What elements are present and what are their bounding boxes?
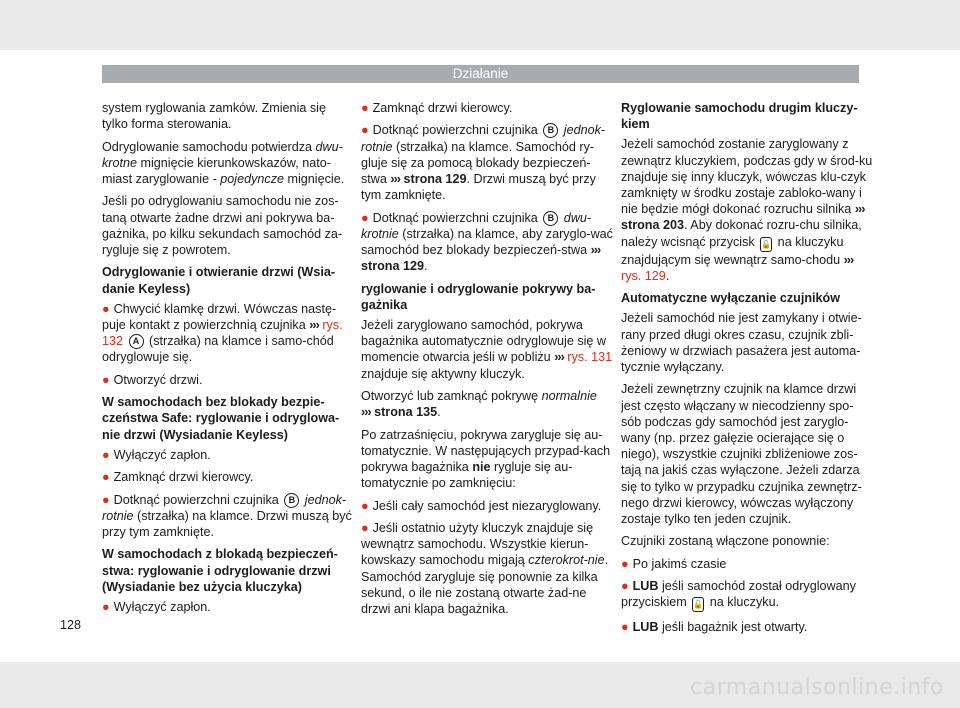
bold-text: nie [472, 460, 491, 474]
column-2 [361, 100, 613, 623]
text: (strzałka) na klamce. Drzwi muszą być przy tym zamknięte. [102, 508, 352, 539]
page-link[interactable]: strona 203 [621, 218, 684, 233]
bullet-item [361, 100, 613, 116]
text: Jeśli ostatnio użyty kluczyk znajduje się wewnątrz samochodu. Wszystkie kierun-kowskazy samochodu migają [361, 520, 594, 568]
label-b-circle-icon: B [543, 211, 558, 226]
bullet-icon: ● [361, 123, 369, 138]
text: jeśli samochód został odryglowany przyciskiem [621, 579, 856, 610]
text: (strzałka) na klamce i samo-chód odryglowuje się. [102, 334, 334, 365]
bullet-icon: ● [621, 556, 629, 571]
bullet-item [102, 372, 354, 388]
text: Odryglowanie samochodu potwierdza [102, 139, 316, 154]
text: (strzałka) na klamce. Samochód ry-gluje się za pomocą blokady bezpieczeń-stwa [361, 139, 595, 186]
bullet-icon: ● [102, 372, 110, 387]
reference-arrows-icon: ››› [361, 405, 371, 420]
section-header: Działanie [102, 65, 859, 83]
column-3 [621, 100, 873, 641]
italic-text: dwu-krotnie [361, 210, 592, 241]
bullet-item [102, 447, 354, 463]
page-link[interactable]: strona 129 [403, 172, 467, 186]
text: Wyłączyć zapłon. [113, 447, 211, 462]
text: Jeżeli samochód zostanie zaryglowany z zewnątrz kluczykiem, podczas gdy w środ-ku znajduje się inny kluczyk, wówczas klu-czyk zamknięty w środku zostaje zabloko-wany i nie będzie mógł dokonać rozruchu silnika [621, 137, 873, 217]
bullet-icon: ● [361, 520, 369, 535]
subheading: W samochodach bez blokady bezpie-czeństwa Safe: ryglowanie i odryglowa-nie drzwi (Wysiadanie Keyless) [102, 395, 340, 442]
paragraph: system ryglowania zamków. Zmienia się tylko forma sterowania. [102, 101, 326, 132]
text: . [437, 405, 441, 420]
text: (strzałka) na klamce, aby zaryglo-wać samochód bez blokady bezpieczeń-stwa [361, 226, 613, 257]
italic-text: czterokrot-nie [528, 553, 605, 568]
paragraph [621, 136, 873, 284]
bold-text: LUB [632, 619, 659, 634]
text: Wyłączyć zapłon. [113, 599, 211, 614]
reference-arrows-icon: ››› [554, 350, 564, 365]
subheading: Ryglowanie samochodu drugim kluczy-kiem [621, 101, 858, 132]
italic-text: pojedyncze [220, 172, 285, 186]
text: . [665, 268, 670, 283]
reference-arrows-icon: ››› [590, 243, 601, 257]
bullet-icon: ● [621, 619, 629, 634]
paragraph: Czujniki zostaną włączone ponownie: [621, 534, 830, 549]
bullet-icon: ● [102, 447, 110, 462]
page-number: 128 [60, 618, 82, 632]
page-link[interactable]: strona 129 [361, 259, 424, 274]
bullet-item [621, 578, 873, 612]
text: Otworzyć drzwi. [113, 372, 203, 387]
bullet-item [361, 210, 613, 275]
paragraph [361, 317, 613, 382]
text: . Aby dokonać rozru-chu silnika, należy wcisnąć przycisk [621, 218, 862, 249]
text: . Drzwi muszą być przy tym zamknięte. [361, 172, 596, 203]
unlock-button-icon: 🔓 [760, 237, 772, 252]
italic-text: jednok-rotnie [361, 123, 606, 154]
bullet-item [102, 301, 354, 366]
bullet-item [621, 556, 873, 572]
bullet-icon: ● [102, 492, 110, 507]
text: Chwycić klamkę drzwi. Wówczas nastę-puje kontakt z powierzchnią czujnika [102, 301, 337, 332]
page-link[interactable]: strona 135 [374, 405, 438, 420]
bullet-icon: ● [621, 579, 629, 594]
bullet-icon: ● [361, 210, 369, 225]
text: na kluczyku znajdującym się wewnątrz samo-chodu [621, 234, 844, 267]
italic-text: jednok-rotnie [102, 492, 347, 523]
reference-arrows-icon: ››› [309, 318, 319, 332]
figure-link[interactable]: rys. 131 [567, 350, 613, 365]
text: Jeżeli zaryglowano samochód, pokrywa bagażnika automatycznie odryglowuje się w momencie otwarcia jeśli w pobliżu [361, 318, 607, 365]
text: Dotknąć powierzchni czujnika [372, 123, 542, 138]
bullet-item [102, 469, 354, 485]
text: Otworzyć lub zamknąć pokrywę [361, 389, 542, 403]
label-a-circle-icon: A [129, 334, 144, 349]
bullet-icon: ● [102, 301, 110, 316]
reference-arrows-icon: ››› [843, 252, 854, 267]
paragraph [102, 139, 354, 188]
text: Jeśli cały samochód jest niezaryglowany. [372, 498, 602, 513]
italic-text: normalnie [541, 389, 597, 403]
text: mignięcie. [284, 172, 345, 186]
subheading: ryglowanie i odryglowanie pokrywy ba-gażnika [361, 281, 596, 312]
label-b-circle-icon: B [543, 123, 558, 138]
text: na kluczyku. [706, 595, 780, 610]
bullet-icon: ● [361, 101, 369, 115]
watermark: carmanualsonline.info [690, 675, 944, 700]
paragraph [361, 388, 613, 420]
text: rygluje się au-tomatycznie po zamknięciu: [361, 460, 573, 491]
reference-arrows-icon: ››› [390, 172, 400, 186]
text: Dotknąć powierzchni czujnika [372, 210, 542, 225]
subheading: Automatyczne wyłączanie czujników [621, 291, 841, 306]
paragraph: Jeśli po odryglowaniu samochodu nie zos-taną otwarte żadne drzwi ani pokrywa ba-gażnika, po kilku sekundach samochód za-rygluje się z powrotem. [102, 194, 343, 257]
text: mignięcie kierunkowskazów, nato-miast zaryglowanie - [102, 155, 331, 186]
subheading: W samochodach z blokadą bezpieczeń-stwa: ryglowanie i odryglowanie drzwi (Wysiadanie bez użycia kluczyka) [102, 547, 338, 594]
bullet-icon: ● [102, 470, 110, 485]
bullet-item [361, 498, 613, 514]
figure-link[interactable]: rys. 129 [621, 268, 666, 283]
bold-text: LUB [632, 579, 659, 594]
bullet-item [621, 619, 873, 635]
text: znajduje się aktywny kluczyk. [361, 366, 525, 381]
figure-link[interactable]: rys. 132 [102, 318, 343, 349]
text: Dotknąć powierzchni czujnika [113, 492, 283, 507]
subheading: Odryglowanie i otwieranie drzwi (Wsia-danie Keyless) [102, 265, 336, 296]
paragraph: Jeżeli zewnętrzny czujnik na klamce drzwi jest często włączany w niecodzienny spo-sób podczas gdy samochód jest zaryglo-wany (np. przez gałęzie ocierające się o niego), wszystkie czujniki zbliżeniowe zos-tają na jakiś czas wyłączone. Jeżeli zdarza się to tylko w przypadku czujnika zewnętrz-nego drzwi kierowcy, wówczas wyłączony zostaje tylko ten jeden czujnik. [621, 382, 862, 527]
bullet-icon: ● [102, 599, 110, 614]
manual-page [0, 50, 960, 662]
text: Zamknąć drzwi kierowcy. [372, 101, 513, 115]
text: . Samochód zarygluje się ponownie za kilka sekund, o ile nie zostaną otwarte żad-ne drzwi ani klapa bagażnika. [361, 553, 609, 616]
bullet-item [361, 520, 613, 617]
text: . [424, 259, 428, 274]
bullet-item [102, 599, 354, 615]
unlock-button-icon: 🔓 [692, 597, 704, 612]
bullet-item [361, 122, 613, 203]
text: Po zatrzaśnięciu, pokrywa zarygluje się au-tomatycznie. W następujących przypad-kach pokrywa bagażnika [361, 427, 611, 474]
text: Po jakimś czasie [632, 556, 727, 571]
label-b-circle-icon: B [284, 493, 299, 508]
text: jeśli bagażnik jest otwarty. [658, 619, 808, 634]
bullet-item [102, 492, 354, 541]
paragraph: Jeżeli samochód nie jest zamykany i otwie-rany przed długi okres czasu, czujnik zbli-żeniowy w drzwiach pasażera jest automa-tycznie wyłączany. [621, 311, 862, 375]
reference-arrows-icon: ››› [854, 202, 865, 217]
paragraph [361, 427, 613, 492]
italic-text: dwu-krotne [102, 139, 343, 170]
column-1 [102, 100, 354, 621]
text: Zamknąć drzwi kierowcy. [113, 470, 254, 485]
bullet-icon: ● [361, 498, 369, 513]
